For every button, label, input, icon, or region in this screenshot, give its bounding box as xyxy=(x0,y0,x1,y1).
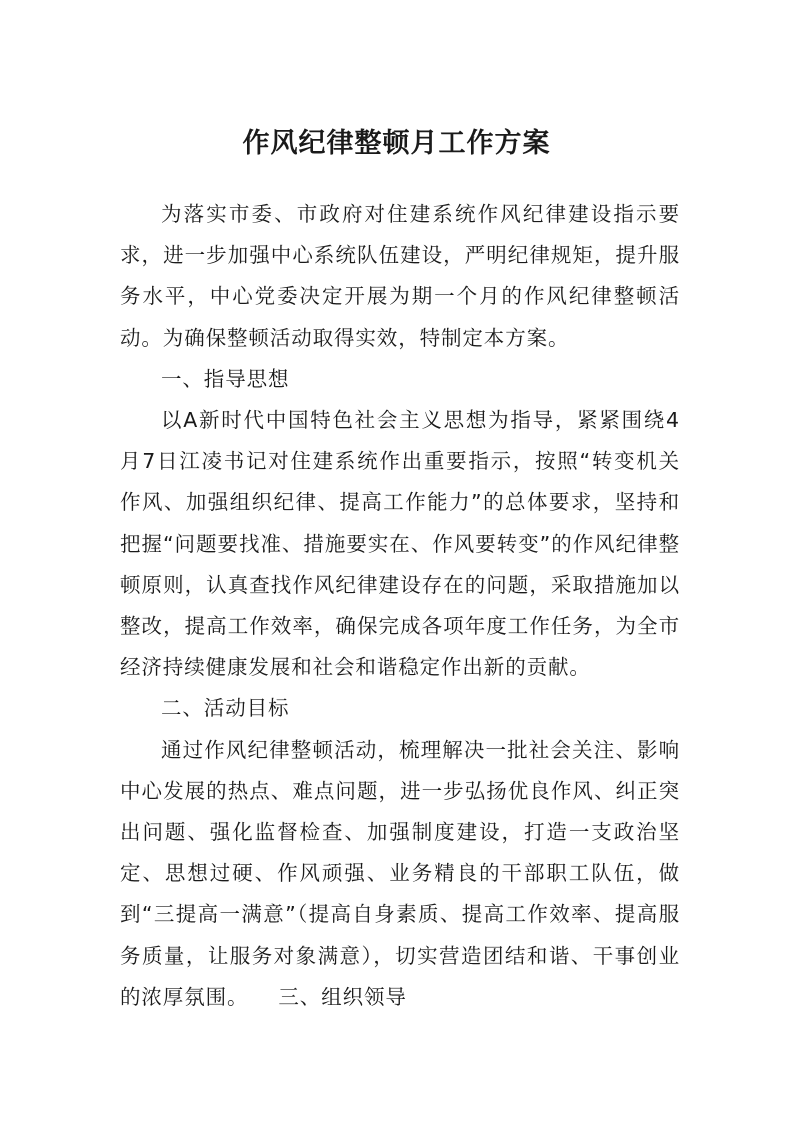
section-heading-activity-goals: 二、活动目标 xyxy=(161,696,290,721)
section-heading-guiding-ideology: 一、指导思想 xyxy=(161,366,290,391)
intro-paragraph: 为落实市委、市政府对住建系统作风纪律建设指示要求，进一步加强中心系统队伍建设，严明纪律规矩，提升服务水平，中心党委决定开展为期一个月的作风纪律整顿活动。为确保整顿活动取得实效，特制定本方案。 xyxy=(120,202,680,350)
guiding-ideology-paragraph: 以A新时代中国特色社会主义思想为指导，紧紧围绕4月7日江凌书记对住建系统作出重要指示，按照“转变机关作风、加强组织纪律、提高工作能力”的总体要求，坚持和把握“问题要找准、措施要实在、作风要转变”的作风纪律整顿原则，认真查找作风纪律建设存在的问题，采取措施加以整改，提高工作效率，确保完成各项年度工作任务，为全市经济持续健康发展和社会和谐稳定作出新的贡献。 xyxy=(120,408,680,680)
activity-goals-text: 通过作风纪律整顿活动，梳理解决一批社会关注、影响中心发展的热点、难点问题，进一步弘扬优良作风、纠正突出问题、强化监督检查、加强制度建设，打造一支政治坚定、思想过硬、作风顽强、业务精良的干部职工队伍，做到“三提高一满意”（提高自身素质、提高工作效率、提高服务质量，让服务对象满意），切实营造团结和谐、干事创业的浓厚氛围。 xyxy=(120,737,680,1009)
activity-goals-paragraph xyxy=(120,730,680,1018)
section-heading-organization-leadership: 三、组织领导 xyxy=(278,984,407,1009)
document-title: 作风纪律整顿月工作方案 xyxy=(242,128,551,159)
document-body xyxy=(120,194,680,1018)
